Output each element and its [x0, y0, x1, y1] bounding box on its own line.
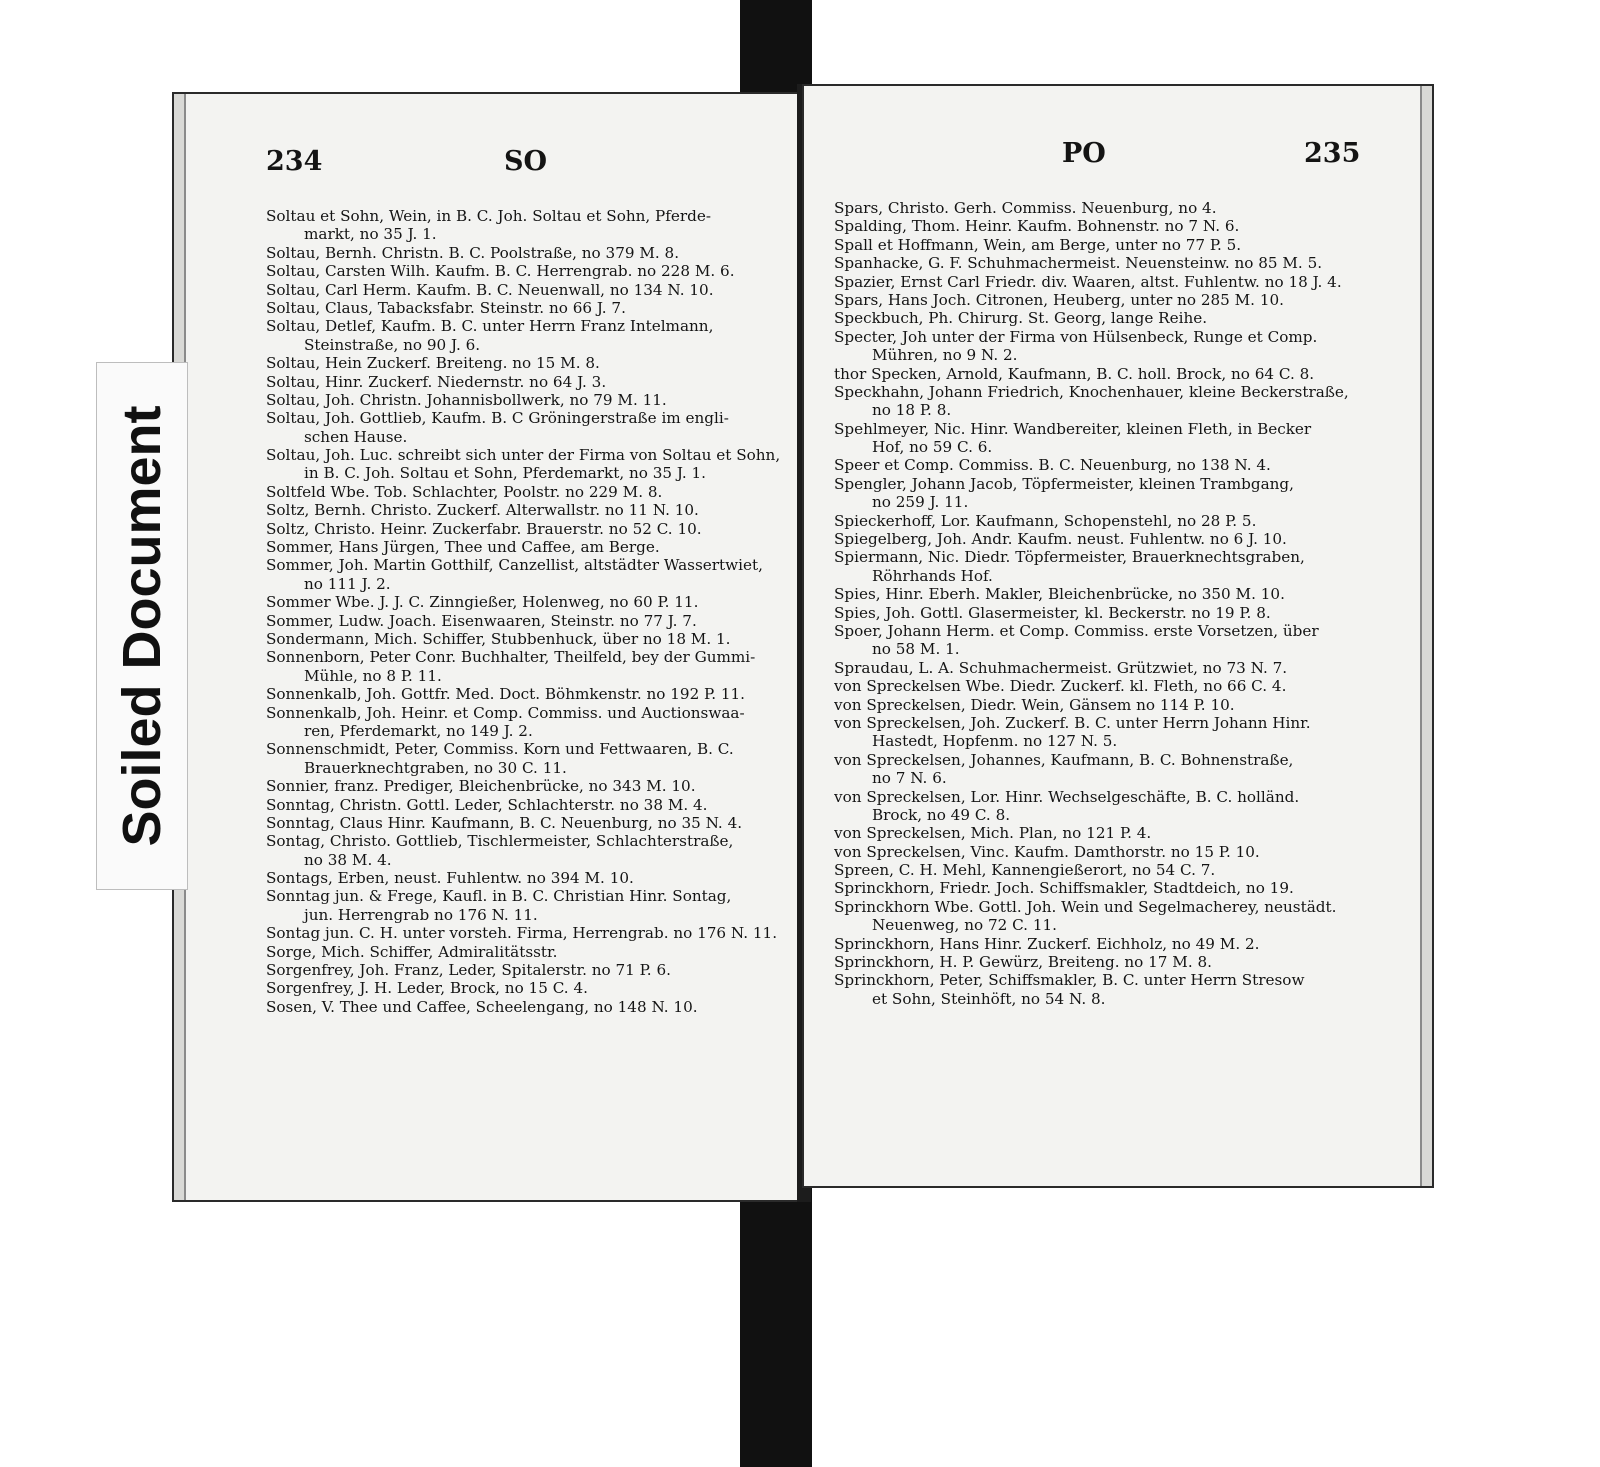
- left-page-number: 234: [266, 146, 323, 177]
- entry-line: Sommer, Joh. Martin Gotthilf, Canzellist, altstädter Wassertwiet,: [266, 556, 763, 575]
- entry-line: Soltau, Carsten Wilh. Kaufm. B. C. Herrengrab. no 228 M. 6.: [266, 262, 735, 281]
- entry-line: Neuenweg, no 72 C. 11.: [872, 916, 1057, 935]
- entry-line: et Sohn, Steinhöft, no 54 N. 8.: [872, 989, 1106, 1008]
- entry-line: no 111 J. 2.: [304, 574, 391, 593]
- entry-line: Mühle, no 8 P. 11.: [304, 666, 442, 685]
- right-page-number: 235: [1304, 138, 1361, 169]
- entry-line: no 18 P. 8.: [872, 401, 952, 420]
- entry-line: Sorgenfrey, Joh. Franz, Leder, Spitalerstr. no 71 P. 6.: [266, 961, 671, 980]
- entry-line: von Spreckelsen, Mich. Plan, no 121 P. 4.: [834, 824, 1152, 843]
- entry-line: von Spreckelsen, Joh. Zuckerf. B. C. unter Herrn Johann Hinr.: [834, 713, 1311, 732]
- entry-line: Soltau, Bernh. Christn. B. C. Poolstraße, no 379 M. 8.: [266, 243, 680, 262]
- entry-line: Spall et Hoffmann, Wein, am Berge, unter no 77 P. 5.: [834, 235, 1242, 254]
- entry-line: Sprinckhorn, Hans Hinr. Zuckerf. Eichholz, no 49 M. 2.: [834, 934, 1260, 953]
- entry-line: Sorge, Mich. Schiffer, Admiralitätsstr.: [266, 942, 558, 961]
- entry-line: no 7 N. 6.: [872, 769, 947, 788]
- entry-line: Sonnenborn, Peter Conr. Buchhalter, Theilfeld, bey der Gummi-: [266, 648, 756, 667]
- entry-line: no 58 M. 1.: [872, 640, 960, 659]
- entry-line: Sommer Wbe. J. J. C. Zinngießer, Holenweg, no 60 P. 11.: [266, 593, 699, 612]
- entry-line: Sonnenkalb, Joh. Gottfr. Med. Doct. Böhmkenstr. no 192 P. 11.: [266, 685, 746, 704]
- soiled-document-label: [96, 362, 188, 890]
- entry-line: Soltau, Claus, Tabacksfabr. Steinstr. no 66 J. 7.: [266, 298, 626, 317]
- entry-line: Spengler, Johann Jacob, Töpfermeister, kleinen Trambgang,: [834, 474, 1294, 493]
- entry-line: Sprinckhorn, H. P. Gewürz, Breiteng. no 17 M. 8.: [834, 953, 1212, 972]
- entry-line: Soltau, Joh. Christn. Johannisbollwerk, no 79 M. 11.: [266, 390, 667, 409]
- entry-line: Sonntag jun. & Frege, Kaufl. in B. C. Christian Hinr. Sontag,: [266, 887, 732, 906]
- soiled-document-label-text: Soiled Document: [112, 405, 172, 847]
- entry-line: von Spreckelsen Wbe. Diedr. Zuckerf. kl. Fleth, no 66 C. 4.: [834, 677, 1287, 696]
- entry-line: Spies, Hinr. Eberh. Makler, Bleichenbrücke, no 350 M. 10.: [834, 585, 1285, 604]
- entry-line: Sorgenfrey, J. H. Leder, Brock, no 15 C. 4.: [266, 979, 588, 998]
- entry-line: Soltau, Detlef, Kaufm. B. C. unter Herrn Franz Intelmann,: [266, 317, 714, 336]
- entry-line: Spiegelberg, Joh. Andr. Kaufm. neust. Fuhlentw. no 6 J. 10.: [834, 530, 1287, 549]
- entry-line: Spies, Joh. Gottl. Glasermeister, kl. Beckerstr. no 19 P. 8.: [834, 603, 1271, 622]
- entry-line: Spoer, Johann Herm. et Comp. Commiss. erste Vorsetzen, über: [834, 621, 1319, 640]
- entry-line: Sondermann, Mich. Schiffer, Stubbenhuck, über no 18 M. 1.: [266, 629, 731, 648]
- right-page-header: PO: [1062, 138, 1106, 169]
- entry-line: Röhrhands Hof.: [872, 566, 993, 585]
- left-page: [172, 92, 810, 1202]
- entry-line: Soltz, Bernh. Christo. Zuckerf. Alterwallstr. no 11 N. 10.: [266, 501, 699, 520]
- entry-line: Sontags, Erben, neust. Fuhlentw. no 394 M. 10.: [266, 869, 634, 888]
- entry-line: Sontag, Christo. Gottlieb, Tischlermeister, Schlachterstraße,: [266, 832, 734, 851]
- entry-line: Spraudau, L. A. Schuhmachermeist. Grützwiet, no 73 N. 7.: [834, 658, 1288, 677]
- entry-line: Specter, Joh unter der Firma von Hülsenbeck, Runge et Comp.: [834, 327, 1318, 346]
- entry-line: Brauerknechtgraben, no 30 C. 11.: [304, 758, 567, 777]
- entry-line: Sprinckhorn, Peter, Schiffsmakler, B. C. unter Herrn Stresow: [834, 971, 1305, 990]
- entry-line: Sommer, Hans Jürgen, Thee und Caffee, am Berge.: [266, 538, 660, 557]
- entry-line: Spanhacke, G. F. Schuhmachermeist. Neuensteinw. no 85 M. 5.: [834, 254, 1323, 273]
- entry-line: Brock, no 49 C. 8.: [872, 805, 1011, 824]
- entry-line: von Spreckelsen, Vinc. Kaufm. Damthorstr. no 15 P. 10.: [834, 842, 1260, 861]
- entry-line: Sonnenschmidt, Peter, Commiss. Korn und Fettwaaren, B. C.: [266, 740, 734, 759]
- right-page: [802, 84, 1434, 1188]
- entry-line: Sommer, Ludw. Joach. Eisenwaaren, Steinstr. no 77 J. 7.: [266, 611, 697, 630]
- entry-line: Spehlmeyer, Nic. Hinr. Wandbereiter, kleinen Fleth, in Becker: [834, 419, 1312, 438]
- entry-line: von Spreckelsen, Johannes, Kaufmann, B. C. Bohnenstraße,: [834, 750, 1294, 769]
- entry-line: Soltau, Joh. Luc. schreibt sich unter der Firma von Soltau et Sohn,: [266, 446, 781, 465]
- entry-line: Spazier, Ernst Carl Friedr. div. Waaren, altst. Fuhlentw. no 18 J. 4.: [834, 272, 1342, 291]
- entry-line: Steinstraße, no 90 J. 6.: [304, 335, 481, 354]
- entry-line: Spars, Christo. Gerh. Commiss. Neuenburg, no 4.: [834, 199, 1217, 217]
- bookmark-ribbon-bottom: [740, 1158, 812, 1467]
- entry-line: Hastedt, Hopfenm. no 127 N. 5.: [872, 732, 1118, 751]
- entry-line: Spars, Hans Joch. Citronen, Heuberg, unter no 285 M. 10.: [834, 290, 1284, 309]
- entry-line: Speckbuch, Ph. Chirurg. St. Georg, lange Reihe.: [834, 309, 1208, 328]
- open-book: [172, 84, 1434, 1194]
- entry-line: Soltau, Joh. Gottlieb, Kaufm. B. C Gröningerstraße im engli-: [266, 409, 729, 428]
- entry-line: Sonnenkalb, Joh. Heinr. et Comp. Commiss. und Auctionswaa-: [266, 703, 745, 722]
- entry-line: Soltfeld Wbe. Tob. Schlachter, Poolstr. no 229 M. 8.: [266, 482, 663, 501]
- entry-line: jun. Herrengrab no 176 N. 11.: [304, 905, 538, 924]
- entry-line: von Spreckelsen, Lor. Hinr. Wechselgeschäfte, B. C. holländ.: [834, 787, 1300, 806]
- entry-line: Soltau, Hinr. Zuckerf. Niedernstr. no 64 J. 3.: [266, 372, 607, 391]
- entry-line: Soltau, Carl Herm. Kaufm. B. C. Neuenwall, no 134 N. 10.: [266, 280, 714, 299]
- entry-line: Sonnier, franz. Prediger, Bleichenbrücke, no 343 M. 10.: [266, 777, 696, 796]
- entry-line: von Spreckelsen, Diedr. Wein, Gänsem no 114 P. 10.: [834, 695, 1235, 714]
- entry-line: Mühren, no 9 N. 2.: [872, 346, 1018, 365]
- entry-line: markt, no 35 J. 1.: [304, 225, 437, 244]
- entry-line: Spalding, Thom. Heinr. Kaufm. Bohnenstr. no 7 N. 6.: [834, 217, 1240, 236]
- entry-line: thor Specken, Arnold, Kaufmann, B. C. holl. Brock, no 64 C. 8.: [834, 364, 1315, 383]
- entry-line: Spiermann, Nic. Diedr. Töpfermeister, Brauerknechtsgraben,: [834, 548, 1305, 567]
- entry-line: ren, Pferdemarkt, no 149 J. 2.: [304, 721, 533, 740]
- right-entry-list: [834, 199, 1374, 1008]
- left-page-header: SO: [504, 146, 548, 177]
- entry-line: schen Hause.: [304, 427, 408, 446]
- entry-line: Sprinckhorn, Friedr. Joch. Schiffsmakler, Stadtdeich, no 19.: [834, 879, 1294, 898]
- entry-line: Sosen, V. Thee und Caffee, Scheelengang, no 148 N. 10.: [266, 997, 698, 1016]
- entry-line: no 259 J. 11.: [872, 493, 969, 512]
- entry-line: Speckhahn, Johann Friedrich, Knochenhauer, kleine Beckerstraße,: [834, 382, 1349, 401]
- entry-line: Soltz, Christo. Heinr. Zuckerfabr. Brauerstr. no 52 C. 10.: [266, 519, 702, 538]
- entry-line: Soltau, Hein Zuckerf. Breiteng. no 15 M. 8.: [266, 354, 600, 373]
- entry-line: no 38 M. 4.: [304, 850, 392, 869]
- entry-line: Spieckerhoff, Lor. Kaufmann, Schopenstehl, no 28 P. 5.: [834, 511, 1257, 530]
- left-entry-list: [266, 207, 786, 1016]
- entry-line: Hof, no 59 C. 6.: [872, 438, 993, 457]
- entry-line: Sonntag, Christn. Gottl. Leder, Schlachterstr. no 38 M. 4.: [266, 795, 708, 814]
- entry-line: Soltau et Sohn, Wein, in B. C. Joh. Soltau et Sohn, Pferde-: [266, 207, 711, 225]
- entry-line: Speer et Comp. Commiss. B. C. Neuenburg, no 138 N. 4.: [834, 456, 1271, 475]
- entry-line: in B. C. Joh. Soltau et Sohn, Pferdemarkt, no 35 J. 1.: [304, 464, 706, 483]
- entry-line: Sprinckhorn Wbe. Gottl. Joh. Wein und Segelmacherey, neustädt.: [834, 897, 1337, 916]
- entry-line: Sonntag, Claus Hinr. Kaufmann, B. C. Neuenburg, no 35 N. 4.: [266, 813, 743, 832]
- entry-line: Spreen, C. H. Mehl, Kannengießerort, no 54 C. 7.: [834, 861, 1216, 880]
- entry-line: Sontag jun. C. H. unter vorsteh. Firma, Herrengrab. no 176 N. 11.: [266, 924, 778, 943]
